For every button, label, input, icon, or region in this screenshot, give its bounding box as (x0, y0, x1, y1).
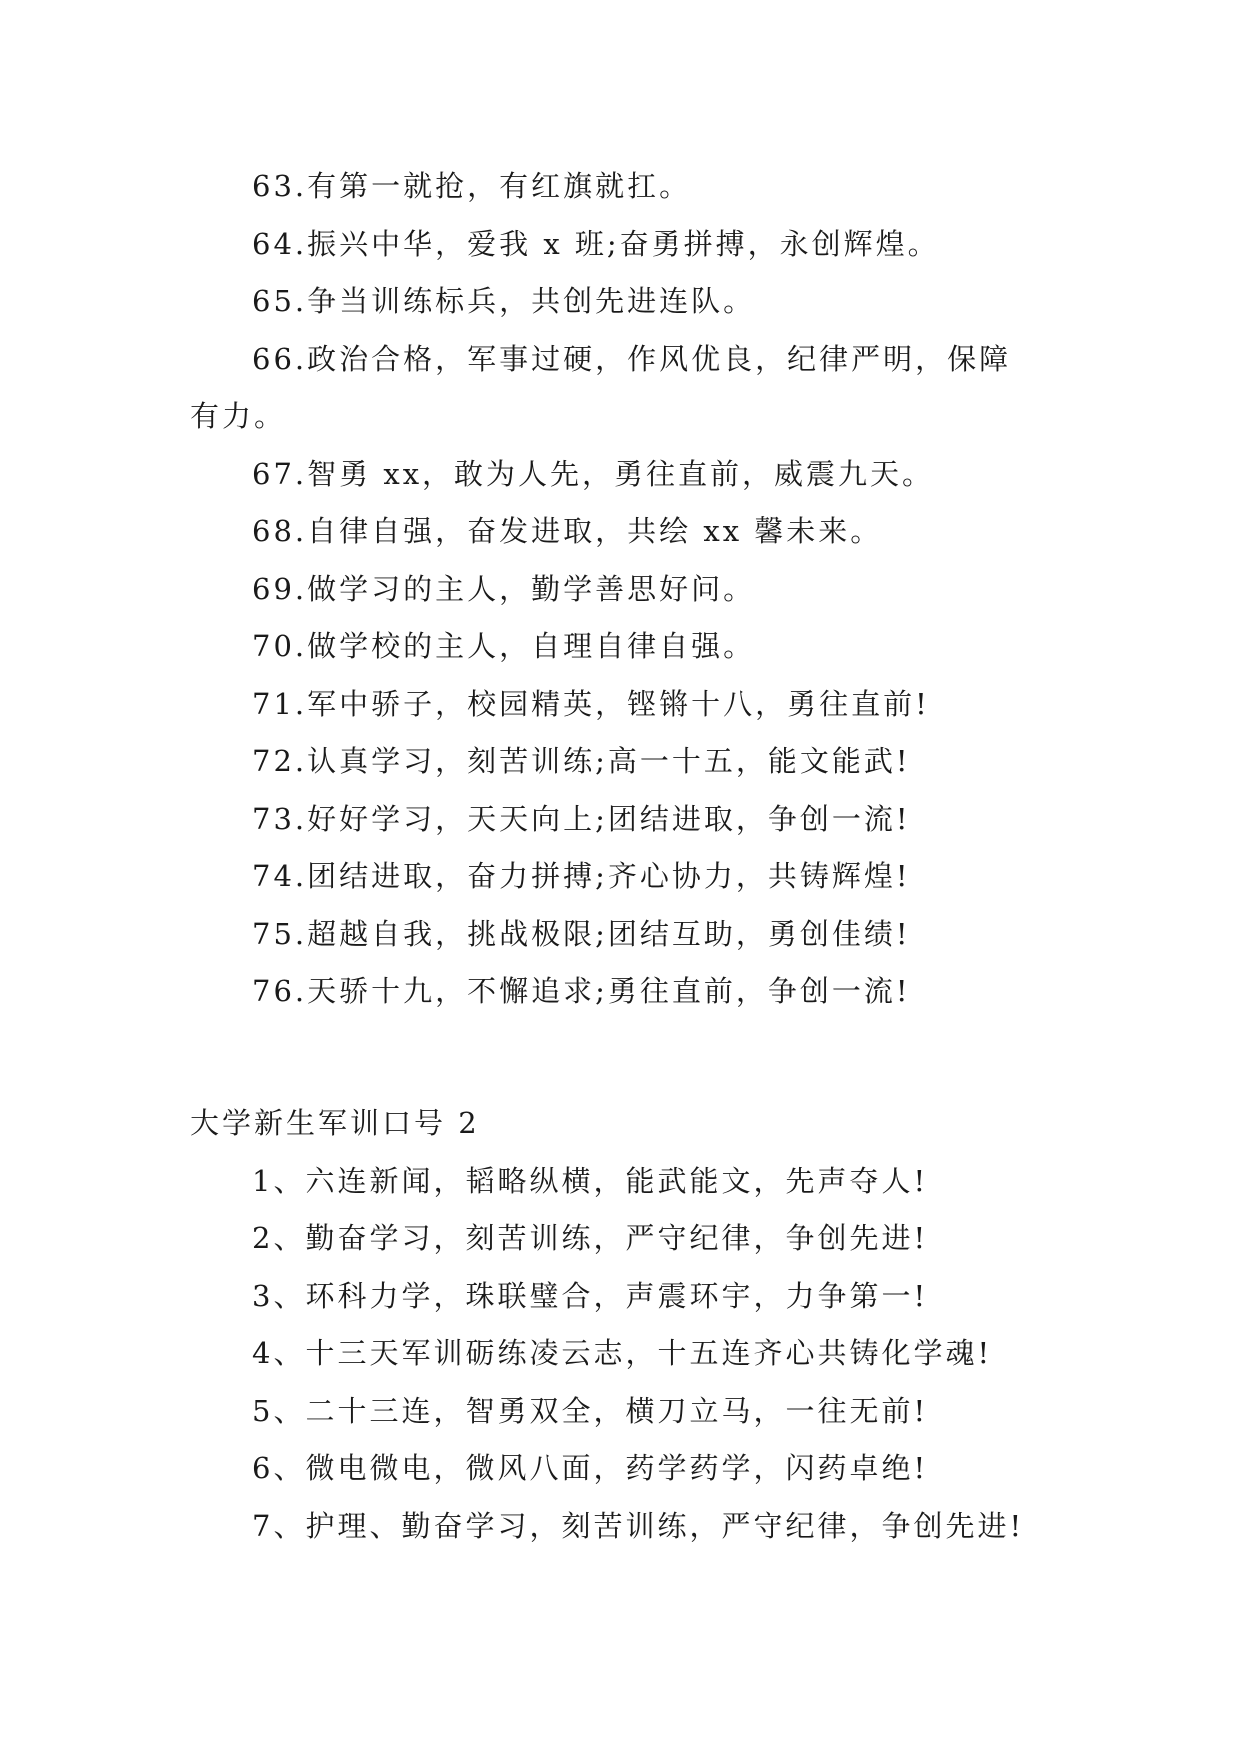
slogan-70: 70.做学校的主人，自理自律自强。 (252, 629, 756, 663)
slogan-3: 3、环科力学，珠联璧合，声震环宇，力争第一! (252, 1278, 929, 1313)
slogan-67: 67.智勇 xx，敢为人先，勇往直前，威震九天。 (252, 456, 935, 491)
slogan-66-continuation: 有力。 (190, 399, 287, 433)
slogan-4: 4、十三天军训砺练凌云志，十五连齐心共铸化学魂! (252, 1336, 993, 1370)
slogan-list-continued (190, 158, 1070, 1021)
slogan-5: 5、二十三连，智勇双全，横刀立马，一往无前! (252, 1393, 929, 1428)
slogan-64: 64.振兴中华，爱我 x 班;奋勇拼搏，永创辉煌。 (252, 226, 940, 261)
section-heading: 大学新生军训口号 2 (190, 1106, 480, 1140)
slogan-72: 72.认真学习，刻苦训练;高一十五，能文能武! (252, 744, 911, 778)
slogan-75: 75.超越自我，挑战极限;团结互助，勇创佳绩! (252, 916, 911, 951)
slogan-list-two (190, 1095, 1070, 1555)
slogan-7: 7、护理、勤奋学习，刻苦训练，严守纪律，争创先进! (252, 1508, 1025, 1543)
slogan-6: 6、微电微电，微风八面，药学药学，闪药卓绝! (252, 1451, 929, 1485)
slogan-76: 76.天骄十九，不懈追求;勇往直前，争创一流! (252, 974, 911, 1008)
slogan-69: 69.做学习的主人，勤学善思好问。 (252, 571, 756, 606)
slogan-2: 2、勤奋学习，刻苦训练，严守纪律，争创先进! (252, 1221, 929, 1255)
slogan-68: 68.自律自强，奋发进取，共绘 xx 馨未来。 (252, 514, 883, 548)
slogan-1: 1、六连新闻，韬略纵横，能武能文，先声夺人! (252, 1163, 929, 1198)
slogan-65: 65.争当训练标兵，共创先进连队。 (252, 284, 756, 318)
slogan-74: 74.团结进取，奋力拼搏;齐心协力，共铸辉煌! (252, 859, 911, 893)
slogan-71: 71.军中骄子，校园精英，铿锵十八，勇往直前! (252, 686, 930, 721)
slogan-63: 63.有第一就抢，有红旗就扛。 (252, 169, 692, 203)
slogan-73: 73.好好学习，天天向上;团结进取，争创一流! (252, 801, 911, 836)
slogan-66: 66.政治合格，军事过硬，作风优良，纪律严明，保障 (252, 341, 1012, 376)
